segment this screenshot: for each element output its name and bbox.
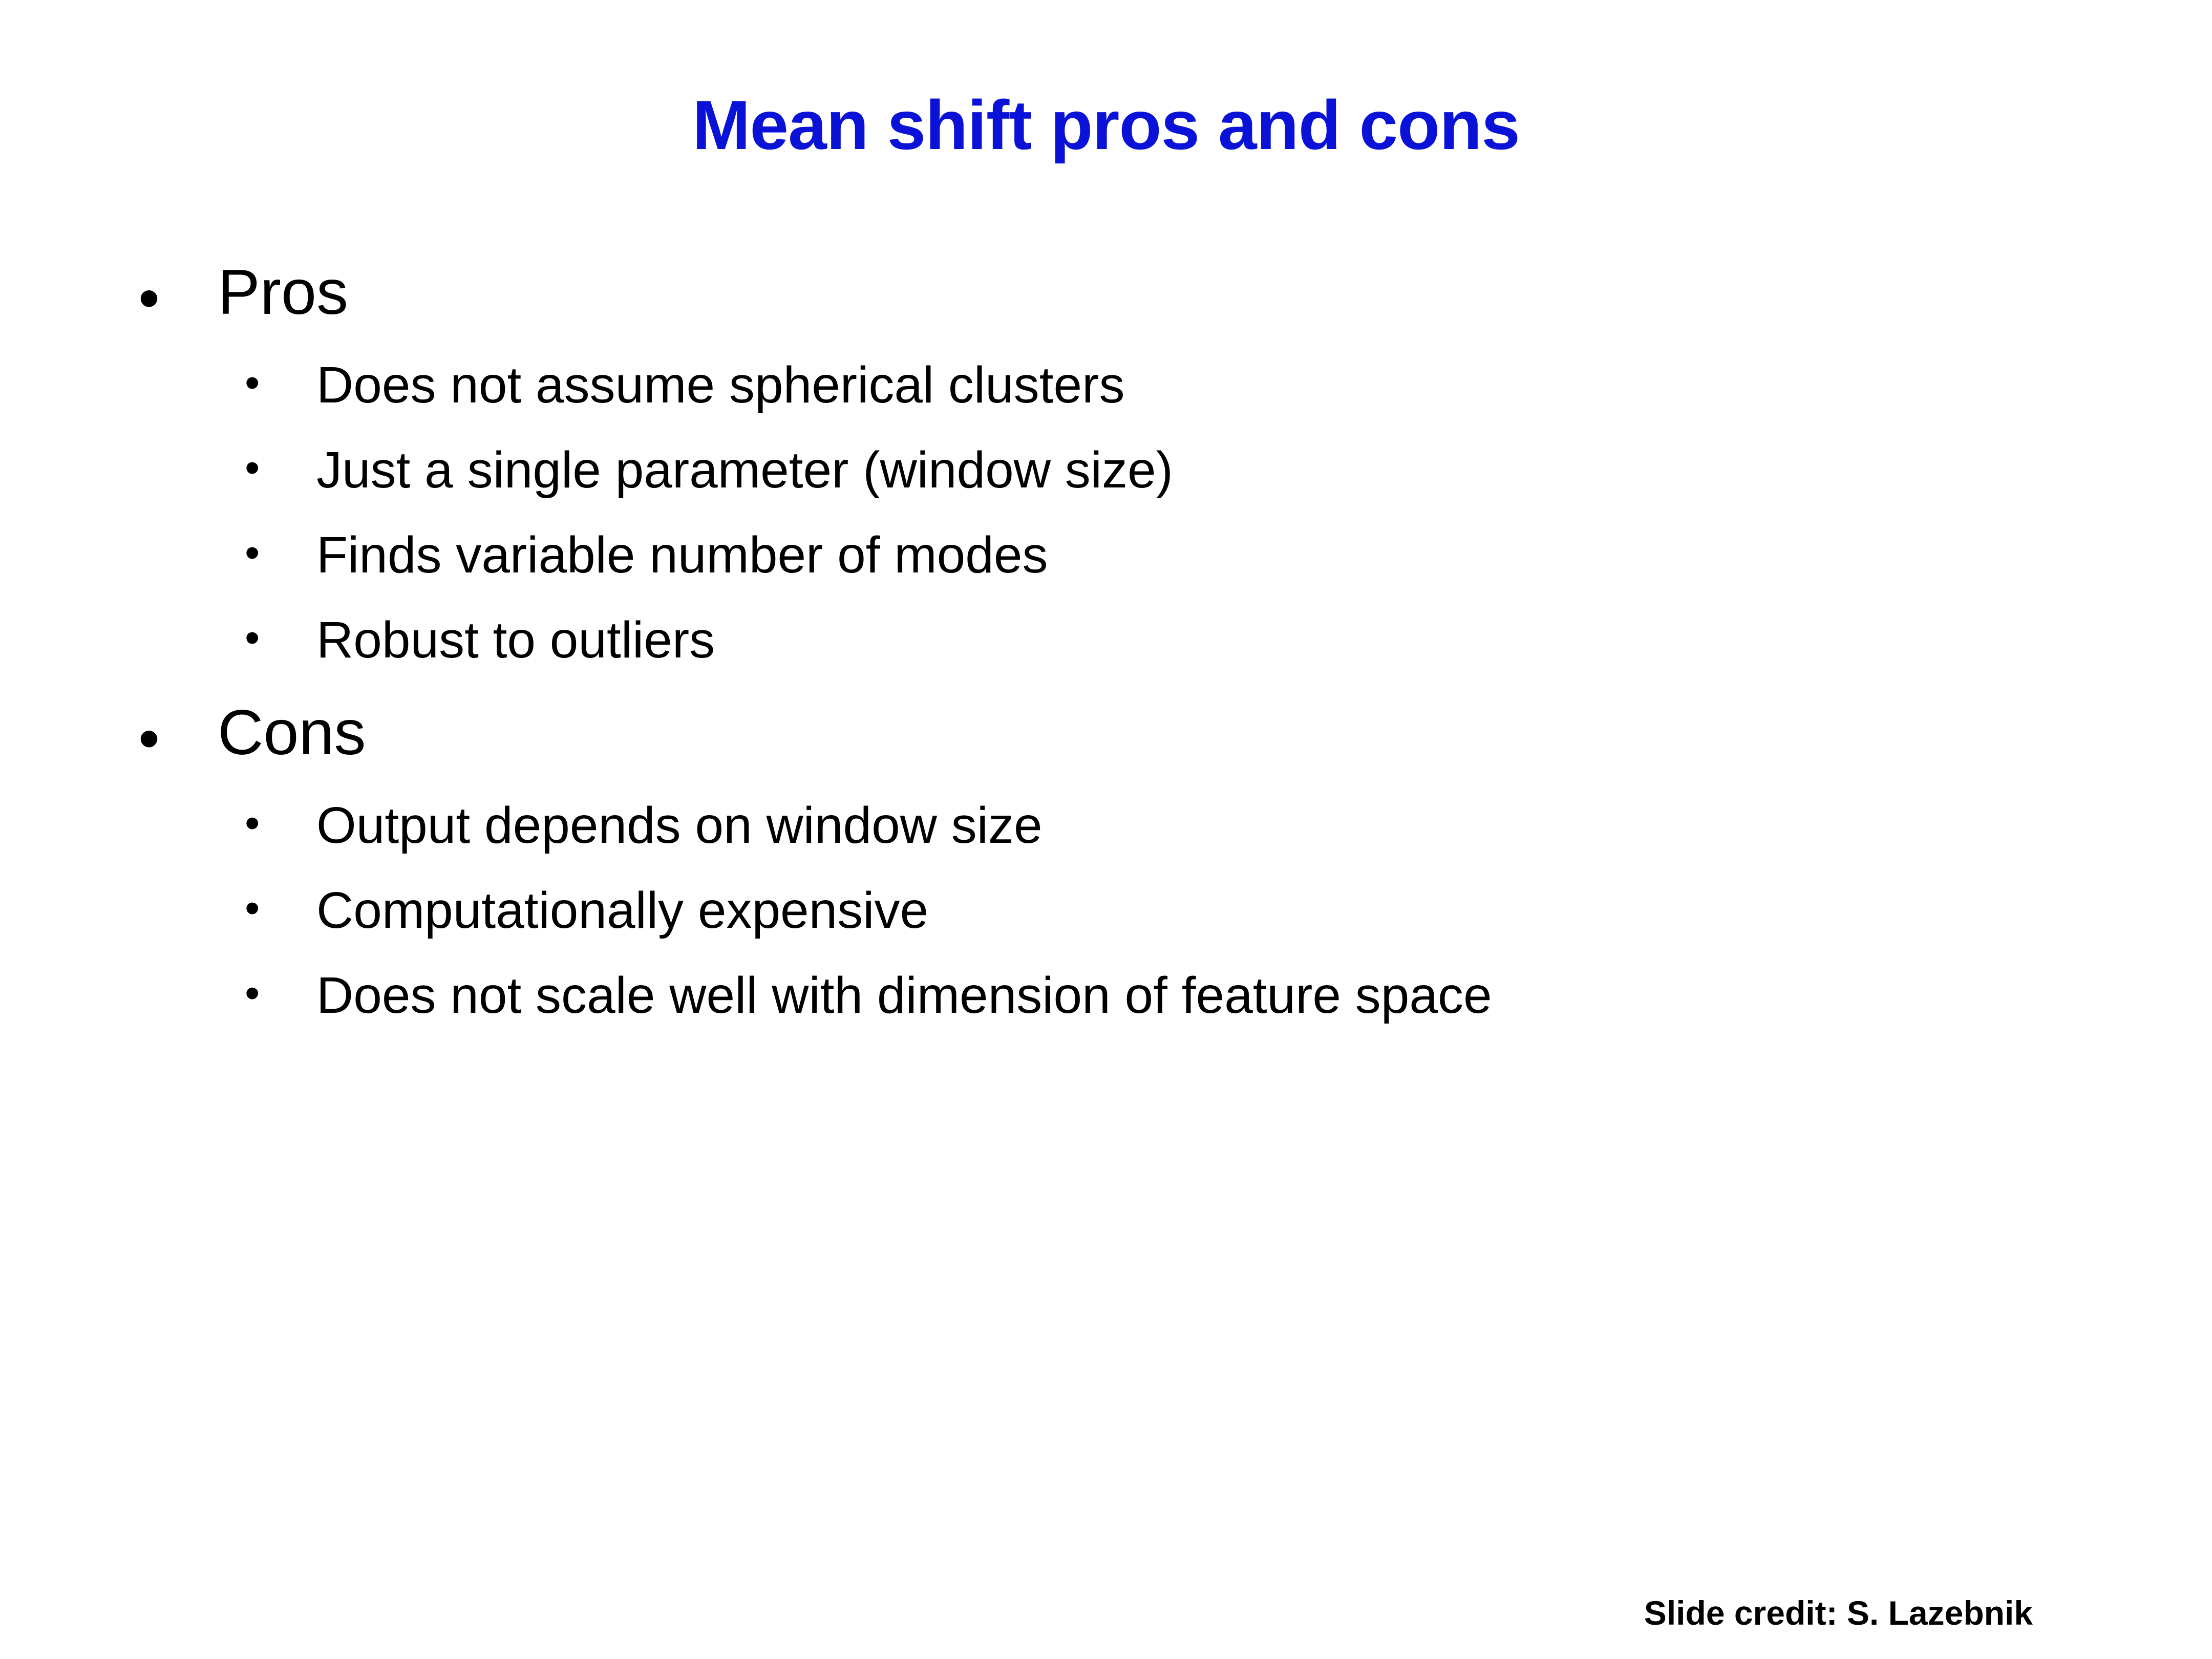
list-item-text: Computationally expensive [316,882,929,939]
pros-heading [0,256,2212,333]
list-item [0,611,2212,696]
bullet-icon: • [138,704,160,773]
sub-bullet-icon: • [245,799,260,847]
pros-section [0,256,2212,696]
list-item [0,796,2212,881]
sub-bullet-icon: • [245,613,260,662]
cons-list [0,796,2212,1051]
sub-bullet-icon: • [245,884,260,932]
list-item-text: Robust to outliers [316,611,715,669]
list-item-text: Just a single parameter (window size) [316,441,1173,499]
list-item-text: Finds variable number of modes [316,526,1048,584]
sub-bullet-icon: • [245,528,260,577]
list-item-text: Does not assume spherical clusters [316,356,1125,414]
cons-section [0,696,2212,1051]
list-item [0,881,2212,966]
pros-label: Pros [218,257,348,328]
list-item-text: Output depends on window size [316,797,1043,854]
list-item [0,526,2212,611]
list-item [0,441,2212,526]
cons-heading [0,696,2212,773]
bullet-icon: • [138,264,160,332]
sub-bullet-icon: • [245,969,260,1017]
list-item-text: Does not scale well with dimension of feature space [316,967,1492,1024]
pros-list [0,356,2212,696]
list-item [0,966,2212,1051]
sub-bullet-icon: • [245,443,260,492]
slide-title: Mean shift pros and cons [692,86,1520,164]
slide-credit: Slide credit: S. Lazebnik [1644,1594,2033,1632]
list-item [0,356,2212,441]
sub-bullet-icon: • [245,358,260,407]
cons-label: Cons [218,697,366,768]
